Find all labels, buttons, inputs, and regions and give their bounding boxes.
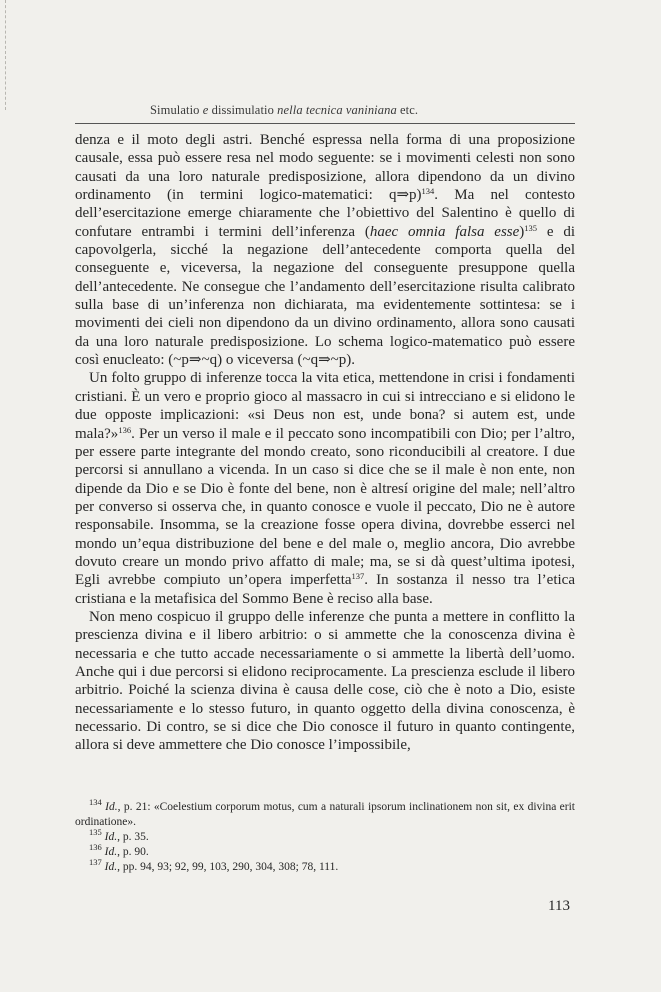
text-run: . Ma nel contesto dell’esercitazione emerge chiaramente che l’obiettivo del Salentino è quello di confutare entrambi i termini dell’inferenza ( bbox=[75, 187, 575, 240]
text-run: . Per un verso il male e il peccato sono incompatibili con Dio; per l’altro, per essere parte integrante del mondo creato, sono riconducibili al creatore. I due percorsi si annullano a vicenda. In un caso si dice che se il male è non ente, non dipende da Dio e se Dio è fonte del bene, non è altresí origine del male; nell’altro per converso si osserva che, in quanto conosce e vuole il peccato, Dio ne è autore responsabile. Insomma, se la creazione fosse opera divina, dovrebbe esserci nel mondo un’equa distribuzione del bene e del male o, meglio ancora, Dio avrebbe dovuto creare un mondo privo affatto di male; ma, se si dà quest’ultima ipotesi, Egli avrebbe compiuto un’opera imperfetta bbox=[75, 425, 575, 589]
paragraph bbox=[75, 131, 575, 369]
running-head-part: nella tecnica vaniniana bbox=[277, 103, 397, 117]
body-text bbox=[75, 131, 575, 755]
footnote-ref-abbrev: Id. bbox=[105, 801, 118, 813]
text-run: ) bbox=[519, 223, 525, 240]
running-head-part: etc. bbox=[396, 103, 419, 117]
page-number: 113 bbox=[548, 898, 570, 914]
footnote-number: 137 bbox=[89, 857, 102, 867]
footnote-text: , p. 21: «Coelestium corporum motus, cum a naturali ipsorum inclinationem non sit, ex divina erit ordinatione». bbox=[75, 801, 575, 828]
paragraph bbox=[75, 369, 575, 607]
running-head bbox=[150, 103, 575, 118]
footnote bbox=[75, 827, 575, 845]
footnote-text: , p. 35. bbox=[117, 831, 149, 843]
footnotes bbox=[75, 797, 575, 875]
running-head-part: e bbox=[202, 103, 209, 117]
paragraph bbox=[75, 608, 575, 755]
footnote-ref[interactable]: 137 bbox=[351, 571, 365, 582]
footnote-ref[interactable]: 136 bbox=[118, 424, 132, 435]
footnote-ref-abbrev: Id. bbox=[104, 846, 118, 858]
scan-edge-mark bbox=[5, 0, 7, 110]
footnote-ref[interactable]: 135 bbox=[524, 222, 538, 233]
latin-quote: haec omnia falsa esse bbox=[369, 223, 520, 240]
running-head-part: Simulatio bbox=[150, 103, 203, 117]
text-run: . In sostanza il nesso tra l’etica cristiana e la metafisica del Sommo Bene è reciso alla base. bbox=[75, 572, 575, 607]
footnote-number: 136 bbox=[89, 842, 102, 852]
text-run: Un folto gruppo di inferenze tocca la vita etica, mettendone in crisi i fondamenti cristiani. È un vero e proprio gioco al massacro in cui si intrecciano e si elidono le due opposte implicazioni: «si Deus non est, unde bona? si autem est, unde mala?» bbox=[75, 370, 575, 442]
footnote-ref-abbrev: Id. bbox=[104, 831, 118, 843]
text-run: e di capovolgerla, sicché la negazione dell’antecedente comporta quella del conseguente e, viceversa, la negazione del conseguente presuppone quella dell’antecedente. Ne consegue che l’andamento dell’esercitazione risulta calibrato sulla base di un’inferenza non dichiarata, ma evidentemente sottintesa: se i movimenti dei cieli non dipendono da un divino ordinamento, allora sono causati da una loro naturale predisposizione. Lo schema logico-matematico può essere così enucleato: (~p⇒~q) o viceversa (~q⇒~p). bbox=[75, 223, 576, 369]
footnote-ref-abbrev: Id. bbox=[104, 861, 118, 873]
footnote-text: , pp. 94, 93; 92, 99, 103, 290, 304, 308; 78, 111. bbox=[117, 861, 339, 873]
footnote bbox=[75, 797, 575, 830]
text-run: denza e il moto degli astri. Benché espressa nella forma di una proposizione causale, essa può essere resa nel modo seguente: se i movimenti celesti non sono causati da una loro naturale predisposizione, allora dipendono da un divino ordinamento (in termini logico-matematici: q⇒p) bbox=[75, 132, 575, 204]
footnote-ref[interactable]: 134 bbox=[421, 186, 435, 197]
footnote-text: , p. 90. bbox=[117, 846, 149, 858]
text-run: Non meno cospicuo il gruppo delle inferenze che punta a mettere in conflitto la prescienza divina e il libero arbitrio: o si ammette che la conoscenza divina è necessaria e che tutto accade necessariamente o si ammette la libertà dell’uomo. Anche qui i due percorsi si elidono reciprocamente. La prescienza esclude il libero arbitrio. Poiché la scienza divina è causa delle cose, ciò che è noto a Dio, esiste necessariamente e lo stesso futuro, in quanto oggetto della divina conoscenza, è necessario. Di contro, se si dice che Dio conosce il futuro in quanto contingente, allora si deve ammettere che Dio conosce l’impossibile, bbox=[75, 608, 575, 754]
running-head-part: dissimulatio bbox=[208, 103, 278, 117]
footnote bbox=[75, 842, 575, 860]
footnote-number: 134 bbox=[89, 797, 102, 807]
footnote bbox=[75, 857, 575, 875]
footnote-number: 135 bbox=[89, 827, 102, 837]
header-rule bbox=[75, 123, 575, 124]
